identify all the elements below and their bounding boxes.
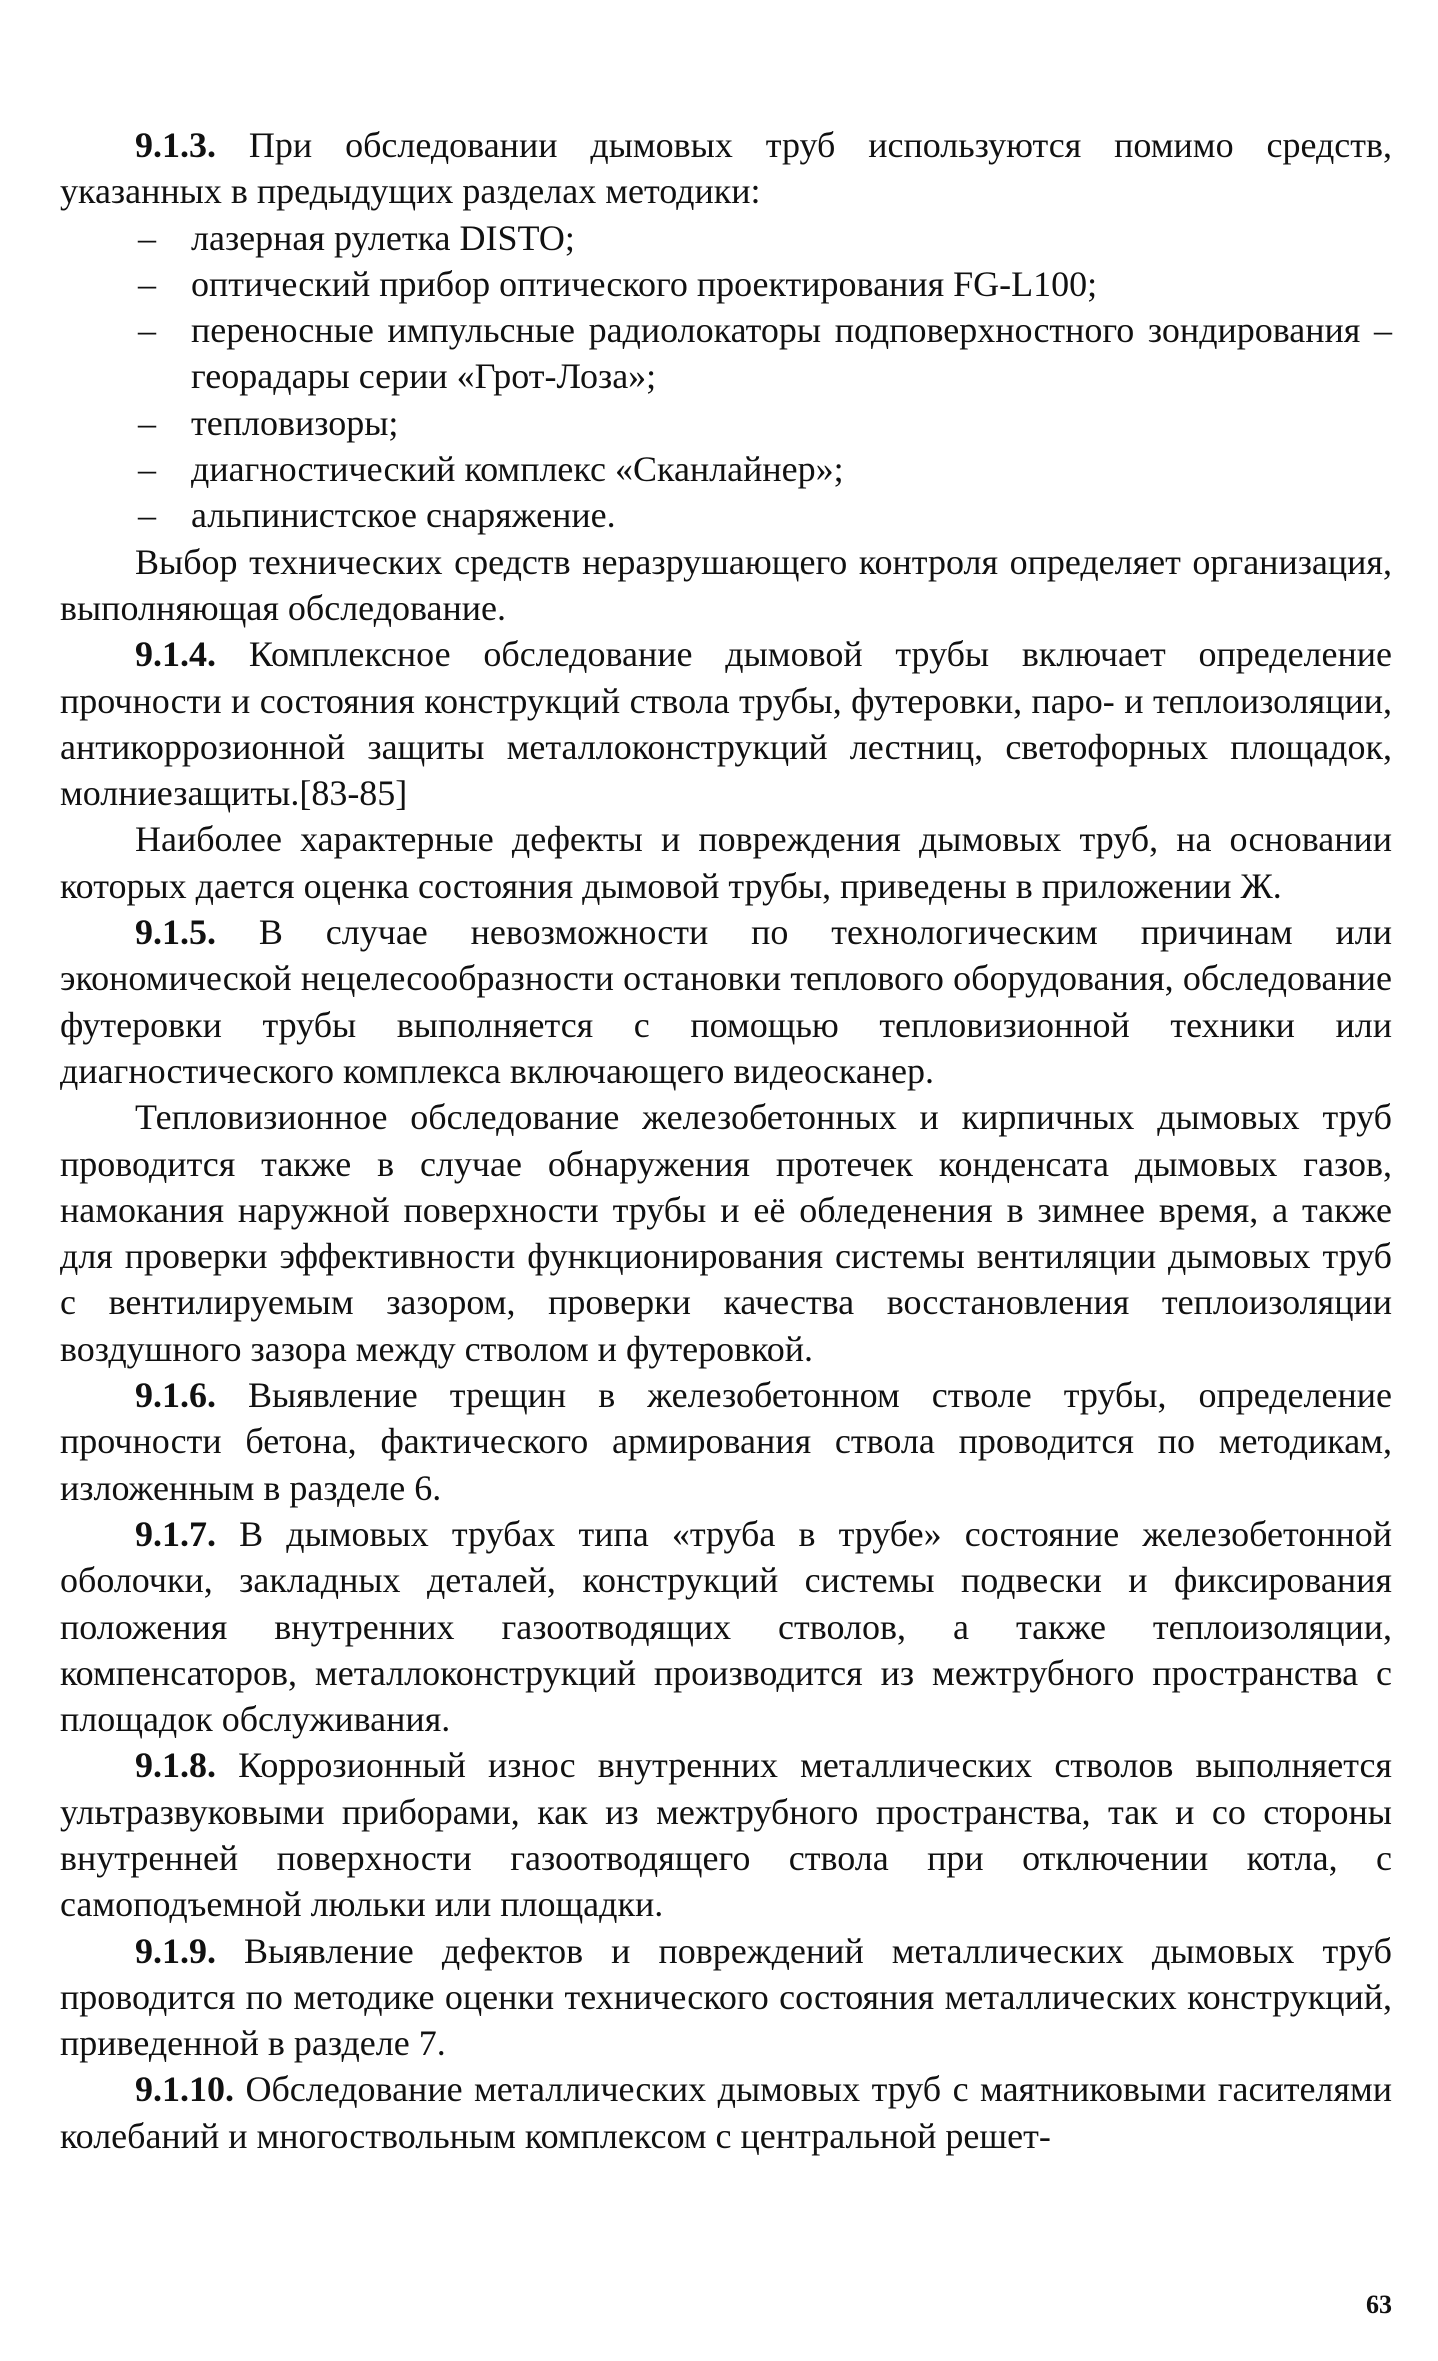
equipment-list (60, 215, 1392, 539)
paragraph-text: Обследование металлических дымовых труб с маятниковыми гасителями колебаний и многоствольным комплексом с центральной решет- (60, 2069, 1392, 2156)
dash-marker: – (138, 495, 156, 536)
dash-marker: – (138, 310, 156, 351)
page-number: 63 (1366, 2290, 1392, 2319)
paragraph-9-1-7 (60, 1511, 1392, 1742)
list-item-text: тепловизоры; (191, 402, 399, 443)
section-number: 9.1.6. (135, 1375, 216, 1416)
list-item (60, 307, 1392, 400)
paragraph-text: В случае невозможности по технологическим причинам или экономической нецелесообразности остановки теплового оборудования, обследование футеровки трубы выполняется с помощью тепловизионной техники или диагностического комплекса включающего видеосканер. (60, 912, 1392, 1091)
list-item (60, 261, 1392, 307)
list-item-text: альпинистское снаряжение. (191, 495, 616, 536)
body-text (60, 122, 1392, 2159)
paragraph-9-1-9 (60, 1928, 1392, 2067)
paragraph-9-1-10 (60, 2066, 1392, 2159)
section-number: 9.1.7. (135, 1513, 216, 1554)
list-item-text: лазерная рулетка DISTO; (191, 217, 575, 258)
dash-marker: – (138, 263, 156, 304)
list-item-text: диагностический комплекс «Сканлайнер»; (191, 449, 844, 490)
section-number: 9.1.10. (135, 2069, 234, 2110)
section-number: 9.1.4. (135, 634, 216, 675)
section-number: 9.1.8. (135, 1745, 216, 1786)
paragraph-9-1-3 (60, 122, 1392, 215)
section-number: 9.1.3. (135, 125, 216, 165)
paragraph-text: Выявление дефектов и повреждений металлических дымовых труб проводится по методике оценки технического состояния металлических конструкций, приведенной в разделе 7. (60, 1930, 1392, 2064)
list-item (60, 446, 1392, 492)
list-item-text: оптический прибор оптического проектирования FG-L100; (191, 263, 1098, 304)
dash-marker: – (138, 402, 156, 443)
paragraph-9-1-4 (60, 631, 1392, 816)
paragraph-continuation: Наиболее характерные дефекты и повреждения дымовых труб, на основании которых дается оценка состояния дымовой трубы, приведены в приложении Ж. (60, 819, 1392, 906)
paragraph-text: Коррозионный износ внутренних металлических стволов выполняется ультразвуковыми приборами, как из межтрубного пространства, так и со стороны внутренней поверхности газоотводящего ствола при отключении котла, с самоподъемной люльки или площадки. (60, 1745, 1392, 1925)
paragraph-continuation: Выбор технических средств неразрушающего контроля определяет организация, выполняющая обследование. (60, 541, 1392, 628)
section-number: 9.1.9. (135, 1930, 216, 1971)
paragraph-text: При обследовании дымовых труб используются помимо средств, указанных в предыдущих разделах методики: (60, 125, 1392, 212)
paragraph-text: Комплексное обследование дымовой трубы включает определение прочности и состояния конструкций ствола трубы, футеровки, паро- и теплоизоляции, антикоррозионной защиты металлоконструкций лестниц, светофорных площадок, молниезащиты.[83-85] (60, 634, 1392, 814)
paragraph-9-1-5 (60, 909, 1392, 1094)
list-item (60, 492, 1392, 538)
paragraph-9-1-6 (60, 1372, 1392, 1511)
paragraph-text: Выявление трещин в железобетонном стволе трубы, определение прочности бетона, фактического армирования ствола проводится по методикам, изложенным в разделе 6. (60, 1375, 1392, 1508)
section-number: 9.1.5. (135, 912, 216, 953)
list-item-text: переносные импульсные радиолокаторы подповерхностного зондирования – георадары серии «Грот-Лоза»; (191, 310, 1392, 397)
dash-marker: – (138, 217, 156, 258)
paragraph-text: В дымовых трубах типа «труба в трубе» состояние железобетонной оболочки, закладных деталей, конструкций системы подвески и фиксирования положения внутренних газоотводящих стволов, а также теплоизоляции, компенсаторов, металлоконструкций производится из межтрубного пространства с площадок обслуживания. (60, 1513, 1392, 1740)
paragraph-9-1-8 (60, 1742, 1392, 1927)
list-item (60, 400, 1392, 446)
list-item (60, 215, 1392, 261)
dash-marker: – (138, 449, 156, 490)
paragraph-continuation: Тепловизионное обследование железобетонных и кирпичных дымовых труб проводится также в случае обнаружения протечек конденсата дымовых газов, намокания наружной поверхности трубы и её обледенения в зимнее время, а также для проверки эффективности функционирования системы вентиляции дымовых труб с вентилируемым зазором, проверки качества восстановления теплоизоляции воздушного зазора между стволом и футеровкой. (60, 1097, 1392, 1369)
